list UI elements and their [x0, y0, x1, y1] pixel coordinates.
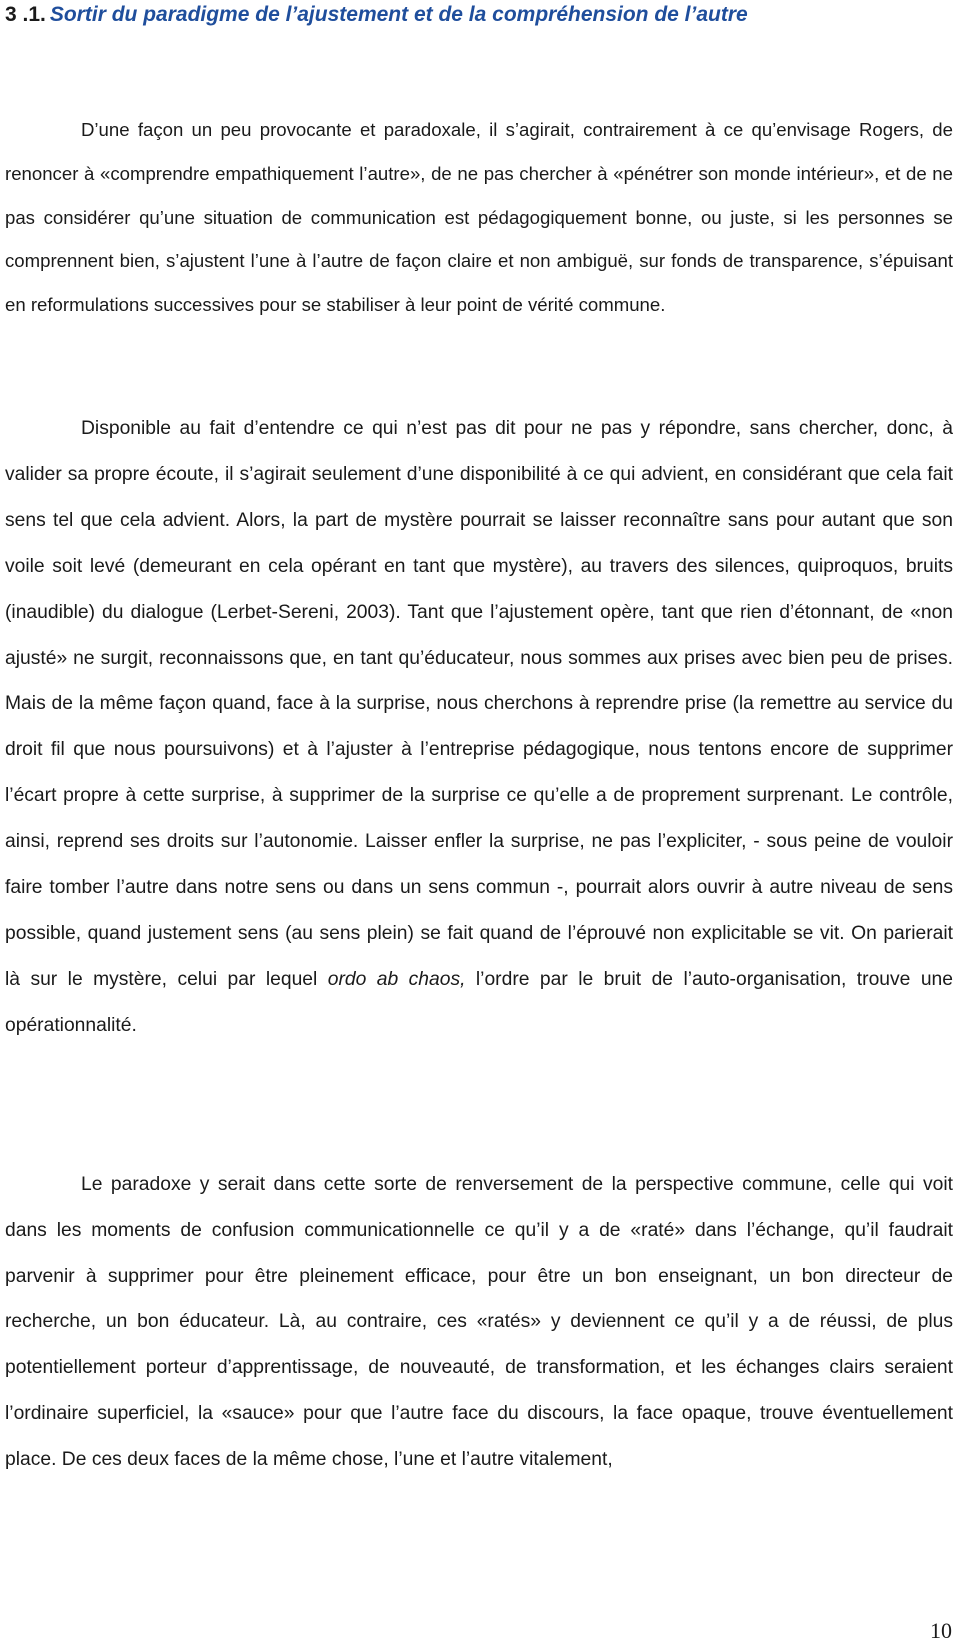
section-heading: [5, 2, 748, 28]
paragraph-3-text: Le paradoxe y serait dans cette sorte de renversement de la perspective commune, celle qui voit dans les moments de confusion communicationnelle ce qu’il y a de «raté» dans l’échange, qu’il faudrait parvenir à supprimer pour être pleinement efficace, pour être un bon enseignant, un bon directeur de recherche, un bon éducateur. Là, au contraire, ces «ratés» y deviennent ce qu’il y a de réussi, de plus potentiellement porteur d’apprentissage, de nouveauté, de transformation, et les échanges clairs seraient l’ordinaire superficiel, la «sauce» pour que l’autre face du discours, la face opaque, trouve éventuellement place. De ces deux faces de la même chose, l’une et l’autre vitalement,: [5, 1174, 953, 1470]
paragraph-2-end: l’ordre par le bruit de l’auto-organisation, trouve une opérationnalité.: [5, 968, 953, 1036]
section-title: Sortir du paradigme de l’ajustement et de la compréhension de l’autre: [49, 3, 748, 26]
paragraph-2-text: Disponible au fait d’entendre ce qui n’est pas dit pour ne pas y répondre, sans chercher, donc, à valider sa propre écoute, il s’agirait seulement d’une disponibilité à ce qui advient, en considérant que cela fait sens tel que cela advient. Alors, la part de mystère pourrait se laisser reconnaître sans pour autant que son voile soit levé (demeurant en cela opérant en tant que mystère), au travers des silences, quiproquos, bruits (inaudible) du dialogue (Lerbet-Sereni, 2003). Tant que l’ajustement opère, tant que rien d’étonnant, de «non ajusté» ne surgit, reconnaissons que, en tant qu’éducateur, nous sommes aux prises avec bien peu de prises. Mais de la même façon quand, face à la surprise, nous cherchons à reprendre prise (la remettre au service du droit fil que nous poursuivons) et à l’ajuster à l’entreprise pédagogique, nous tentons encore de supprimer l’écart propre à cette surprise, à supprimer de la surprise ce qu’elle a de proprement surprenant. Le contrôle, ainsi, reprend ses droits sur l’autonomie. Laisser enfler la surprise, ne pas l’expliciter, - sous peine de vouloir faire tomber l’autre dans notre sens ou dans un sens commun -, pourrait alors ouvrir à autre niveau de sens possible, quand justement sens (au sens plein) se fait quand de l’éprouvé non explicitable se vit. On parierait là sur le mystère, celui par lequel: [5, 418, 953, 990]
paragraph-2: [5, 406, 953, 1049]
page-number: 10: [930, 1618, 952, 1643]
section-number: 3 .1.: [5, 3, 46, 26]
paragraph-1-text: D’une façon un peu provocante et paradoxale, il s’agirait, contrairement à ce qu’envisage Rogers, de renoncer à «comprendre empathiquement l’autre», de ne pas chercher à «pénétrer son monde intérieur», et de ne pas considérer qu’une situation de communication est pédagogiquement bonne, ou juste, si les personnes se comprennent bien, s’ajustent l’une à l’autre de façon claire et non ambiguë, sur fonds de transparence, s’épuisant en reformulations successives pour se stabiliser à leur point de vérité commune.: [5, 119, 953, 316]
paragraph-3: [5, 1162, 953, 1483]
paragraph-1: [5, 108, 953, 327]
latin-phrase: ordo ab chaos,: [327, 968, 466, 990]
